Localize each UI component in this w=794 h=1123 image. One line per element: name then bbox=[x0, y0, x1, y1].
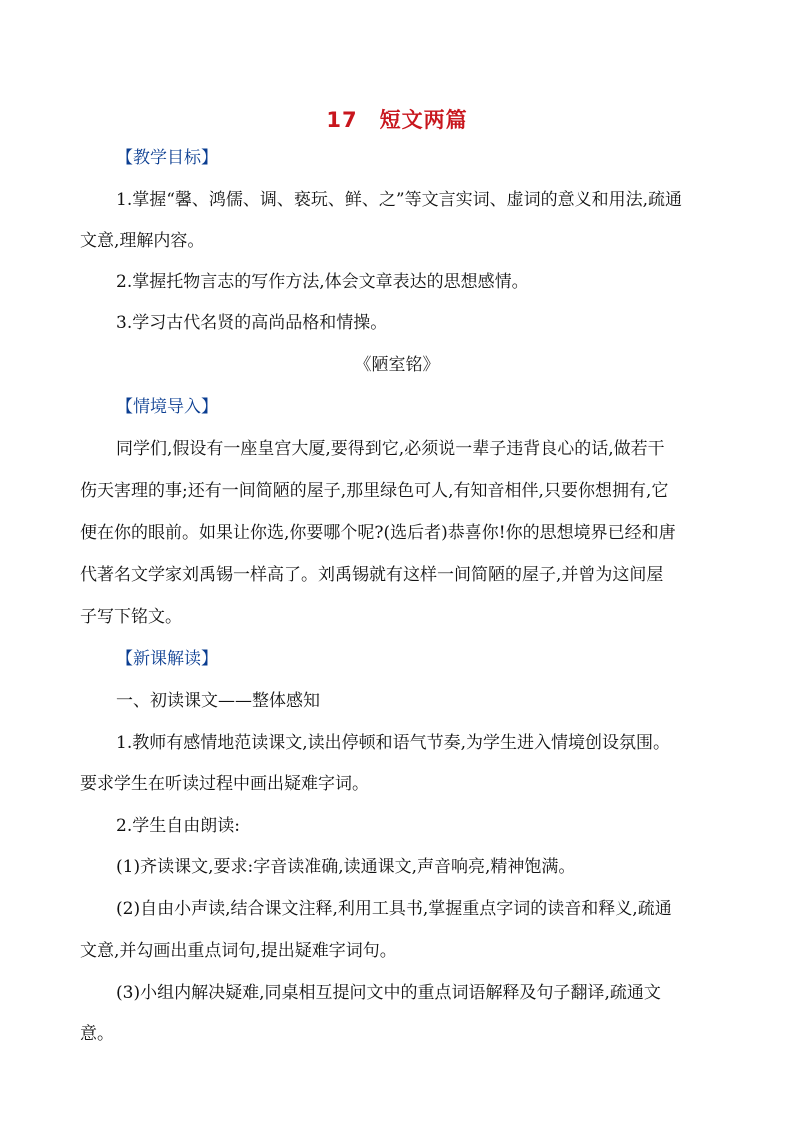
section-label: 教学目标 bbox=[133, 148, 201, 168]
intro-line: 代著名文学家刘禹锡一样高了。刘禹锡就有这样一间简陋的屋子,并曾为这间屋 bbox=[80, 565, 664, 585]
objective-line: 3.学习古代名贤的高尚品格和情操。 bbox=[116, 313, 388, 333]
lesson-line: (3)小组内解决疑难,同桌相互提问文中的重点词语解释及句子翻译,疏通文 bbox=[116, 983, 661, 1003]
objective-line: 1.掌握“馨、鸿儒、调、亵玩、鲜、之”等文言实词、虚词的意义和用法,疏通 bbox=[116, 190, 683, 210]
text-subtitle: 《陋室铭》 bbox=[354, 355, 440, 375]
lesson-number: 17 bbox=[326, 108, 358, 132]
section-label: 新课解读 bbox=[133, 649, 201, 669]
intro-line: 伤天害理的事;还有一间简陋的屋子,那里绿色可人,有知音相伴,只要你想拥有,它 bbox=[80, 481, 669, 501]
lesson-line: 文意,并勾画出重点词句,提出疑难字词句。 bbox=[80, 941, 397, 961]
intro-line: 子写下铭文。 bbox=[80, 607, 182, 627]
lesson-line: (1)齐读课文,要求:字音读准确,读通课文,声音响亮,精神饱满。 bbox=[116, 857, 576, 877]
lesson-line: 意。 bbox=[80, 1024, 114, 1044]
lesson-line: 1.教师有感情地范读课文,读出停顿和语气节奏,为学生进入情境创设氛围。 bbox=[116, 733, 671, 753]
lesson-line: 2.学生自由朗读: bbox=[116, 816, 240, 836]
intro-line: 同学们,假设有一座皇宫大厦,要得到它,必须说一辈子违背良心的话,做若干 bbox=[116, 439, 665, 459]
lesson-line: (2)自由小声读,结合课文注释,利用工具书,掌握重点字词的读音和释义,疏通 bbox=[116, 899, 672, 919]
section-heading-intro: 【情境导入】 bbox=[116, 397, 218, 417]
lesson-heading: 一、初读课文——整体感知 bbox=[116, 691, 320, 711]
lesson-title: 短文两篇 bbox=[379, 108, 468, 132]
section-label: 情境导入 bbox=[133, 397, 201, 417]
page-title bbox=[0, 104, 794, 134]
intro-line: 便在你的眼前。如果让你选,你要哪个呢?(选后者)恭喜你!你的思想境界已经和唐 bbox=[80, 523, 676, 543]
section-heading-objectives: 【教学目标】 bbox=[116, 148, 218, 168]
section-heading-new-lesson: 【新课解读】 bbox=[116, 649, 218, 669]
objective-line: 2.掌握托物言志的写作方法,体会文章表达的思想感情。 bbox=[116, 272, 529, 292]
lesson-line: 要求学生在听读过程中画出疑难字词。 bbox=[80, 774, 369, 794]
objective-line: 文意,理解内容。 bbox=[80, 231, 205, 251]
